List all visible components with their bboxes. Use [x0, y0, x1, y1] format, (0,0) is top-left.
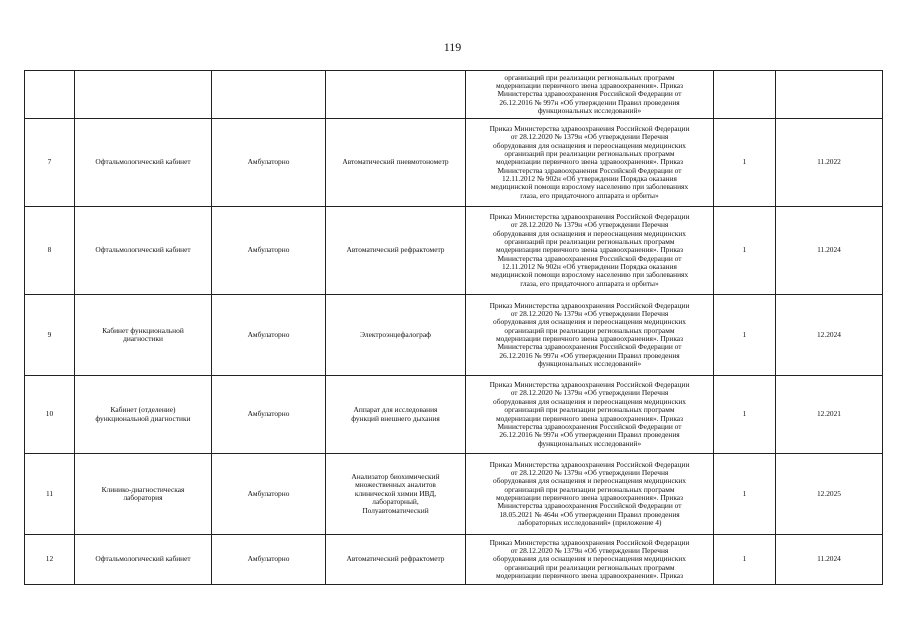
- care-mode-cell: Амбулаторно: [212, 535, 326, 585]
- date-cell: 12.2021: [776, 376, 883, 454]
- legal-basis-cell: [466, 454, 714, 535]
- care-mode-cell: [212, 71, 326, 119]
- row-number-cell: [25, 71, 75, 119]
- table-row: [25, 376, 883, 454]
- legal-basis-cell-line: Приказ Министерства здравоохранения Российской Федерации: [489, 300, 690, 310]
- legal-basis-cell-line: модернизации первичного звена здравоохранения». Приказ: [495, 493, 684, 502]
- legal-basis-cell-line: Министерства здравоохранения Российской Федерации от: [497, 253, 682, 263]
- legal-basis-cell-line: организаций при реализации региональных программ: [504, 72, 675, 82]
- legal-basis-cell-line: Министерства здравоохранения Российской Федерации от: [497, 165, 682, 175]
- room-cell-line: диагностики: [123, 334, 163, 343]
- room-cell-line: Кабинет (отделение): [110, 405, 176, 415]
- quantity-cell: 1: [714, 535, 776, 585]
- care-mode-cell: Амбулаторно: [212, 295, 326, 376]
- legal-basis-cell: [466, 295, 714, 376]
- legal-basis-cell-line: Приказ Министерства здравоохранения Российской Федерации: [489, 123, 690, 133]
- equipment-cell-line: Анализатор биохимический: [351, 472, 440, 482]
- row-number-cell: 8: [25, 207, 75, 295]
- date-cell: [776, 71, 883, 119]
- legal-basis-cell-line: организаций при реализации региональных программ: [504, 236, 675, 246]
- legal-basis-cell-line: Министерства здравоохранения Российской Федерации от: [497, 421, 682, 431]
- row-number-cell: 10: [25, 376, 75, 454]
- room-cell: [75, 295, 212, 376]
- quantity-cell: 1: [714, 376, 776, 454]
- row-number-cell: 9: [25, 295, 75, 376]
- legal-basis-cell-line: организаций при реализации региональных программ: [504, 562, 675, 572]
- table-row: [25, 207, 883, 295]
- legal-basis-cell-line: организаций при реализации региональных программ: [504, 325, 675, 335]
- quantity-cell: [714, 71, 776, 119]
- table-row: [25, 535, 883, 585]
- legal-basis-cell-line: от 28.12.2020 № 1379н «Об утверждении Перечня: [510, 545, 669, 555]
- legal-basis-cell-line: оборудования для оснащения и переоснащения медицинских: [493, 554, 686, 564]
- date-cell: 11.2022: [776, 119, 883, 207]
- legal-basis-cell-line: модернизации первичного звена здравоохранения». Приказ: [495, 413, 684, 423]
- care-mode-cell: Амбулаторно: [212, 119, 326, 207]
- room-cell-line: лаборатория: [123, 493, 163, 502]
- legal-basis-cell-line: Приказ Министерства здравоохранения Российской Федерации: [489, 459, 690, 469]
- care-mode-cell: Амбулаторно: [212, 376, 326, 454]
- legal-basis-cell-line: модернизации первичного звена здравоохранения». Приказ: [495, 571, 684, 581]
- legal-basis-cell-line: организаций при реализации региональных программ: [504, 148, 675, 158]
- legal-basis-cell-line: функциональных исследований»: [537, 359, 642, 369]
- room-cell-line: Кабинет функциональной: [102, 325, 184, 335]
- legal-basis-cell-line: медицинской помощи взрослому населению при заболеваниях: [490, 182, 689, 192]
- equipment-cell: Автоматический рефрактометр: [326, 535, 466, 585]
- equipment-cell: Автоматический рефрактометр: [326, 207, 466, 295]
- equipment-cell: [326, 71, 466, 119]
- legal-basis-cell-line: Приказ Министерства здравоохранения Российской Федерации: [489, 211, 690, 221]
- legal-basis-cell-line: оборудования для оснащения и переоснащения медицинских: [493, 476, 686, 486]
- equipment-cell: [326, 454, 466, 535]
- legal-basis-cell-line: 26.12.2016 № 997н «Об утверждении Правил проведения: [499, 350, 680, 360]
- legal-basis-cell-line: глаза, его придаточного аппарата и орбиты»: [520, 278, 659, 288]
- legal-basis-cell-line: глаза, его придаточного аппарата и орбиты»: [520, 190, 659, 200]
- legal-basis-cell-line: Министерства здравоохранения Российской Федерации от: [497, 89, 682, 99]
- equipment-cell-line: клинической химии ИВД,: [354, 488, 437, 498]
- equipment-cell-line: множественных аналитов: [355, 480, 436, 490]
- legal-basis-cell-line: модернизации первичного звена здравоохранения». Приказ: [495, 245, 684, 255]
- row-number-cell: 11: [25, 454, 75, 535]
- legal-basis-cell-line: 26.12.2016 № 997н «Об утверждении Правил проведения: [499, 97, 680, 107]
- legal-basis-cell-line: 12.11.2012 № 902н «Об утверждении Порядка оказания: [502, 262, 677, 272]
- legal-basis-cell-line: лабораторных исследований» (приложение 4): [517, 518, 662, 528]
- equipment-cell: Электроэнцефалограф: [326, 295, 466, 376]
- legal-basis-cell-line: оборудования для оснащения и переоснащения медицинских: [493, 317, 686, 327]
- quantity-cell: 1: [714, 119, 776, 207]
- legal-basis-cell-line: модернизации первичного звена здравоохранения». Приказ: [495, 80, 684, 90]
- legal-basis-cell-line: организаций при реализации региональных программ: [504, 484, 675, 494]
- equipment-cell-line: лабораторный,: [372, 497, 419, 507]
- legal-basis-cell-line: от 28.12.2020 № 1379н «Об утверждении Перечня: [510, 220, 669, 230]
- equipment-cell: Автоматический пневмотонометр: [326, 119, 466, 207]
- legal-basis-cell-line: оборудования для оснащения и переоснащения медицинских: [493, 228, 686, 238]
- date-cell: 11.2024: [776, 207, 883, 295]
- legal-basis-cell-line: от 28.12.2020 № 1379н «Об утверждении Перечня: [510, 388, 669, 398]
- legal-basis-cell-line: организаций при реализации региональных программ: [504, 405, 675, 415]
- legal-basis-cell-line: оборудования для оснащения и переоснащения медицинских: [493, 140, 686, 150]
- quantity-cell: 1: [714, 454, 776, 535]
- table-row: [25, 119, 883, 207]
- legal-basis-cell-line: от 28.12.2020 № 1379н «Об утверждении Перечня: [510, 132, 669, 142]
- legal-basis-cell-line: Приказ Министерства здравоохранения Российской Федерации: [489, 537, 690, 547]
- equipment-table: [24, 70, 883, 585]
- row-number-cell: 12: [25, 535, 75, 585]
- care-mode-cell: Амбулаторно: [212, 454, 326, 535]
- room-cell: Офтальмологический кабинет: [75, 119, 212, 207]
- equipment-cell-line: Аппарат для исследования: [353, 405, 438, 415]
- date-cell: 11.2024: [776, 535, 883, 585]
- legal-basis-cell: [466, 535, 714, 585]
- legal-basis-cell-line: оборудования для оснащения и переоснащения медицинских: [493, 396, 686, 406]
- legal-basis-cell: [466, 71, 714, 119]
- legal-basis-cell-line: медицинской помощи взрослому населению при заболеваниях: [490, 270, 689, 280]
- equipment-cell: [326, 376, 466, 454]
- page-number: 119: [443, 40, 462, 54]
- quantity-cell: 1: [714, 207, 776, 295]
- legal-basis-cell: [466, 119, 714, 207]
- legal-basis-cell-line: Министерства здравоохранения Российской Федерации от: [497, 501, 682, 511]
- date-cell: 12.2024: [776, 295, 883, 376]
- quantity-cell: 1: [714, 295, 776, 376]
- legal-basis-cell-line: от 28.12.2020 № 1379н «Об утверждении Перечня: [510, 467, 669, 477]
- care-mode-cell: Амбулаторно: [212, 207, 326, 295]
- room-cell: [75, 376, 212, 454]
- legal-basis-cell-line: 26.12.2016 № 997н «Об утверждении Правил проведения: [499, 430, 680, 440]
- row-number-cell: 7: [25, 119, 75, 207]
- legal-basis-cell: [466, 207, 714, 295]
- room-cell: Офтальмологический кабинет: [75, 535, 212, 585]
- table-row: [25, 295, 883, 376]
- equipment-cell-line: Полуавтоматический: [362, 505, 429, 515]
- legal-basis-cell-line: модернизации первичного звена здравоохранения». Приказ: [495, 334, 684, 343]
- table-row: [25, 71, 883, 119]
- legal-basis-cell-line: 18.05.2021 № 464н «Об утверждении Правил проведения: [499, 509, 680, 519]
- table-row: [25, 454, 883, 535]
- room-cell-line: Клинико-диагностическая: [101, 484, 185, 494]
- legal-basis-cell: [466, 376, 714, 454]
- room-cell-line: функциональной диагностики: [95, 413, 191, 423]
- legal-basis-cell-line: 12.11.2012 № 902н «Об утверждении Порядка оказания: [502, 174, 677, 184]
- room-cell: Офтальмологический кабинет: [75, 207, 212, 295]
- legal-basis-cell-line: Приказ Министерства здравоохранения Российской Федерации: [489, 380, 690, 390]
- equipment-cell-line: функций внешнего дыхания: [351, 413, 440, 423]
- legal-basis-cell-line: от 28.12.2020 № 1379н «Об утверждении Перечня: [510, 308, 669, 318]
- legal-basis-cell-line: функциональных исследований»: [537, 438, 642, 448]
- legal-basis-cell-line: Министерства здравоохранения Российской Федерации от: [497, 342, 682, 352]
- room-cell: [75, 71, 212, 119]
- legal-basis-cell-line: модернизации первичного звена здравоохранения». Приказ: [495, 157, 684, 167]
- date-cell: 12.2025: [776, 454, 883, 535]
- legal-basis-cell-line: функциональных исследований»: [537, 106, 642, 116]
- room-cell: [75, 454, 212, 535]
- table-body: [25, 71, 883, 585]
